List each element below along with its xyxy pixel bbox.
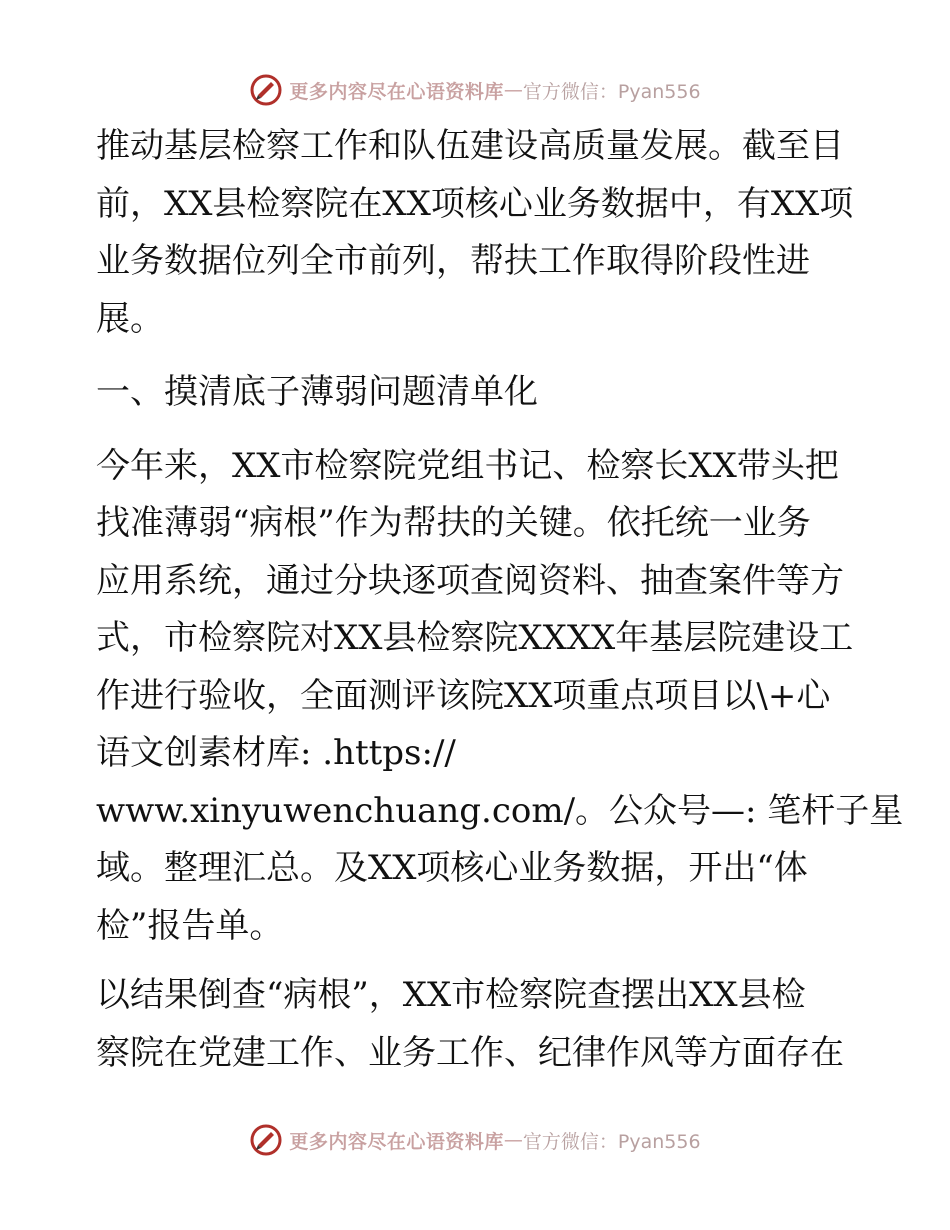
text-line: 今年来，XX市检察院党组书记、检察长XX带头把 bbox=[96, 445, 839, 486]
footer-watermark-banner bbox=[0, 1120, 950, 1160]
text-line: www.xinyuwenchuang.com/。公众号—: 笔杆子星 bbox=[96, 790, 904, 831]
header-banner-dash: — bbox=[503, 79, 523, 101]
text-line: 以结果倒查“病根”，XX市检察院查摆出XX县检 bbox=[96, 975, 806, 1015]
text-line: 前，XX县检察院在XX项核心业务数据中，有XX项 bbox=[96, 183, 854, 224]
footer-banner-contact: 官方微信：Pyan556 bbox=[522, 1130, 701, 1153]
text-line: 语文创素材库: .https:// bbox=[96, 733, 456, 773]
section-heading bbox=[96, 364, 856, 422]
text-line: 式，市检察院对XX县检察院XXXX年基层院建设工 bbox=[96, 618, 854, 658]
text-line: 检”报告单。 bbox=[96, 905, 284, 946]
paragraph-1 bbox=[96, 118, 856, 348]
xinyu-logo-icon bbox=[249, 1123, 283, 1157]
text-line: 察院在党建工作、业务工作、纪律作风等方面存在 bbox=[96, 1032, 844, 1073]
text-line: 应用系统，通过分块逐项查阅资料、抽查案件等方 bbox=[96, 560, 844, 601]
text-line: 推动基层检察工作和队伍建设高质量发展。截至目 bbox=[96, 126, 844, 166]
xinyu-logo-icon bbox=[249, 73, 283, 107]
paragraph-3 bbox=[96, 967, 856, 1082]
text-line: 域。整理汇总。及XX项核心业务数据，开出“体 bbox=[96, 848, 808, 888]
footer-banner-dash: — bbox=[503, 1129, 523, 1151]
heading-line: 一、摸清底子薄弱问题清单化 bbox=[96, 372, 538, 412]
header-watermark-banner bbox=[0, 70, 950, 110]
footer-banner-main: 更多内容尽在心语资料库 bbox=[289, 1130, 504, 1153]
text-line: 展。 bbox=[96, 298, 164, 339]
header-banner-main: 更多内容尽在心语资料库 bbox=[289, 80, 504, 103]
header-banner-contact: 官方微信：Pyan556 bbox=[522, 80, 701, 103]
text-line: 找准薄弱“病根”作为帮扶的关键。依托统一业务 bbox=[96, 503, 811, 543]
text-line: 作进行验收，全面测评该院XX项重点项目以\+心 bbox=[96, 675, 831, 716]
paragraph-2 bbox=[96, 438, 904, 956]
document-body bbox=[96, 118, 904, 1082]
text-line: 业务数据位列全市前列，帮扶工作取得阶段性进 bbox=[96, 241, 810, 281]
